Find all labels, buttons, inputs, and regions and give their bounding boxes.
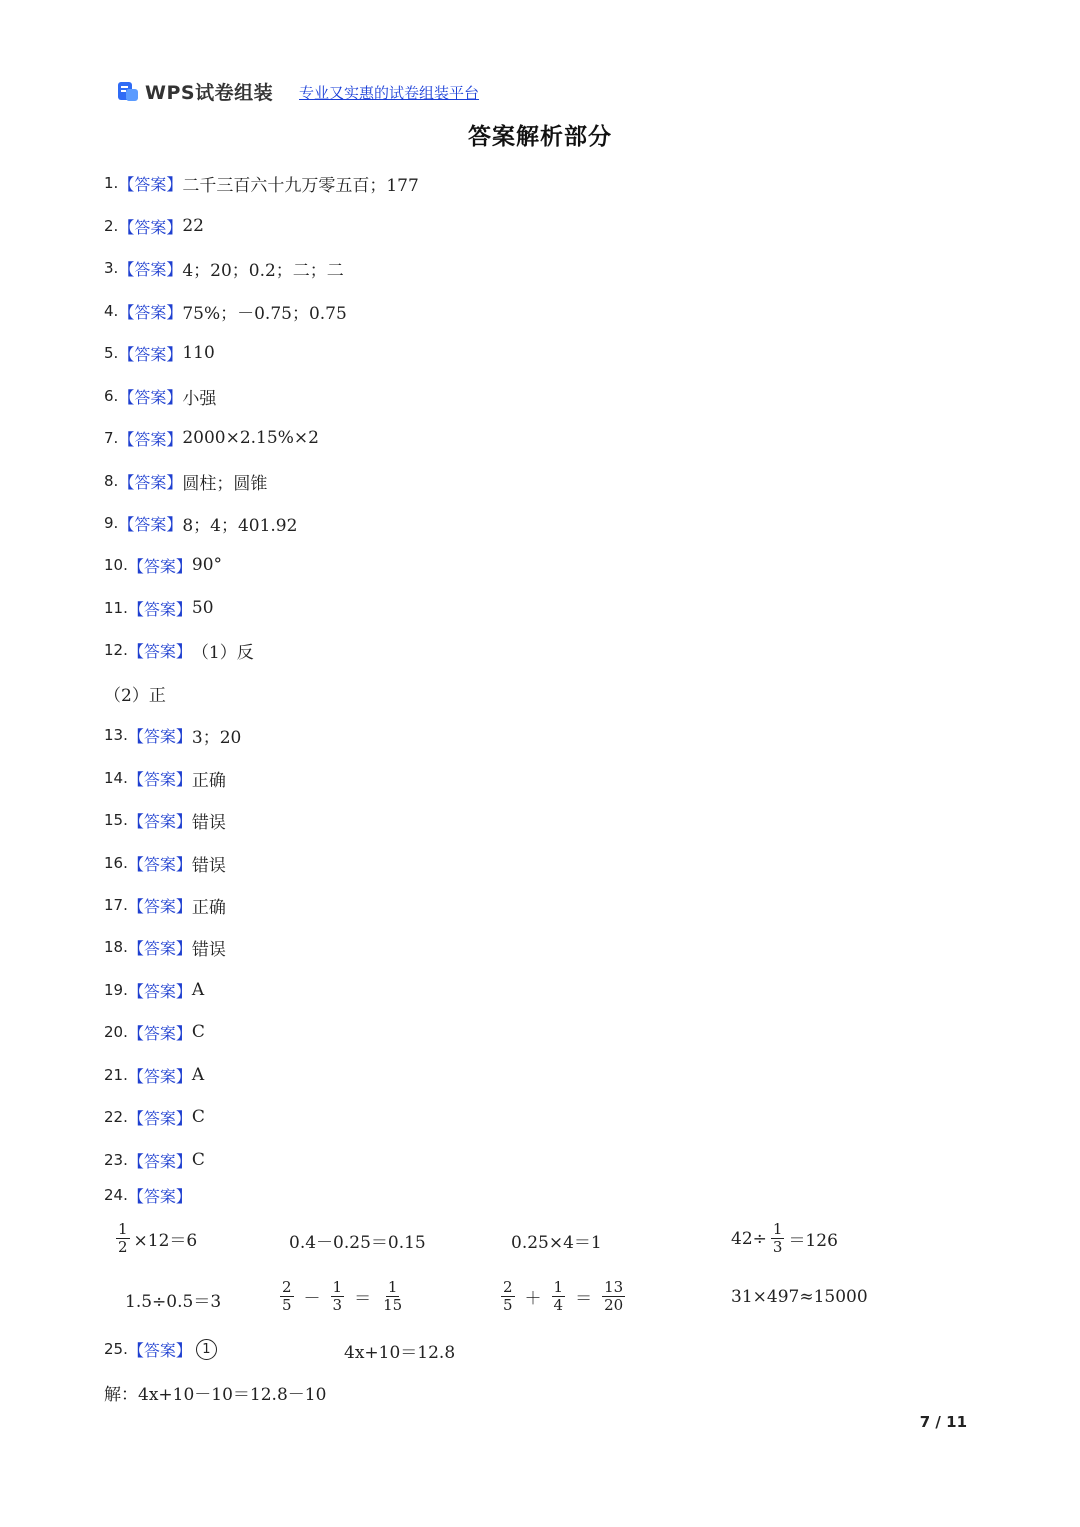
header: [117, 76, 273, 106]
answer-tag: 【答案】: [118, 259, 183, 279]
answer-text: 二千三百六十九万零五百；177: [182, 175, 419, 196]
calc-r1c3: 0.25×4＝1: [511, 1233, 602, 1253]
question-number: 11.: [104, 599, 128, 617]
answer-line: [104, 171, 419, 195]
answer-line: [104, 978, 204, 1002]
answer-line: [104, 384, 216, 408]
answer-line: [104, 723, 241, 747]
answer-line: [104, 596, 214, 620]
answer-text: （1）反: [191, 642, 254, 663]
question-number: 18.: [104, 938, 128, 956]
answer-tag: 【答案】: [127, 1340, 192, 1360]
answer-line: [104, 1063, 204, 1087]
question-number: 2.: [104, 217, 119, 235]
answer-line: [104, 1183, 192, 1207]
answer-text: 正确: [191, 897, 226, 918]
calc-r2c2: $\frac{2}{5}$ － $\frac{1}{3}$ ＝ $\frac{1}{15}$: [282, 1278, 403, 1314]
question-number: 19.: [104, 981, 128, 999]
page-number: 7 / 11: [919, 1413, 967, 1431]
fraction: $\frac{1}{2}$: [118, 1220, 128, 1256]
page-title: 答案解析部分: [468, 124, 612, 150]
answer-text: 圆柱；圆锥: [182, 473, 268, 494]
answer-tag: 【答案】: [127, 726, 192, 746]
answer-text: 50: [191, 598, 214, 618]
calc-r1c2: 0.4－0.25＝0.15: [289, 1233, 426, 1253]
answer-text: A: [191, 1065, 205, 1085]
question-number: 21.: [104, 1066, 128, 1084]
answer-tag: 【答案】: [118, 514, 183, 534]
answer-text: 22: [182, 216, 204, 236]
question-number: 6.: [104, 387, 119, 405]
answer-text: C: [191, 1150, 205, 1170]
answer-line: [104, 1020, 205, 1044]
answer-text: 8；4；401.92: [182, 515, 298, 536]
circled-number: 1: [196, 1339, 217, 1360]
question-number: 8.: [104, 472, 119, 490]
question-number: 3.: [104, 259, 119, 277]
answer-tag: 【答案】: [118, 217, 183, 237]
answer-text: C: [191, 1107, 205, 1127]
fraction: $\frac{2}{5}$: [282, 1278, 292, 1314]
fraction: $\frac{1}{15}$: [383, 1278, 403, 1314]
answer-text: 错误: [191, 939, 226, 960]
answer-tag: 【答案】: [127, 1186, 192, 1206]
answer-tag: 【答案】: [127, 556, 192, 576]
answer-text: 正确: [191, 770, 226, 791]
question-number: 1.: [104, 174, 119, 192]
fraction: $\frac{1}{3}$: [772, 1220, 783, 1256]
answer-tag: 【答案】: [118, 472, 183, 492]
answer-text: 4；20；0.2；二；二: [182, 260, 344, 281]
answer-line-25: [104, 1337, 217, 1361]
question-number: 23.: [104, 1151, 128, 1169]
question-number: 20.: [104, 1023, 128, 1041]
answer-text: C: [191, 1022, 205, 1042]
answer-line: [104, 766, 226, 790]
answer-tag: 【答案】: [127, 1151, 192, 1171]
question-number: 17.: [104, 896, 128, 914]
answer-tag: 【答案】: [118, 174, 183, 194]
answer-tag: 【答案】: [127, 981, 192, 1001]
fraction: $\frac{13}{20}$: [604, 1278, 624, 1314]
answer-line: [104, 426, 319, 450]
answer-line: [104, 1148, 205, 1172]
wps-logo-icon: [117, 80, 139, 102]
question-number: 9.: [104, 514, 119, 532]
answer-line: [104, 214, 204, 238]
answer-line: [104, 893, 226, 917]
logo-text: WPS试卷组装: [145, 81, 274, 104]
answer-tag: 【答案】: [127, 896, 192, 916]
calc-r1c1: $\frac{1}{2}$ ×12＝6: [118, 1220, 198, 1256]
answer-line: [104, 553, 222, 577]
question-number: 12.: [104, 641, 128, 659]
answer-text: 2000×2.15%×2: [182, 428, 319, 448]
question-number: 14.: [104, 769, 128, 787]
calc-r2c3: $\frac{2}{5}$ ＋ $\frac{1}{4}$ ＝ $\frac{13}{20}$: [503, 1278, 624, 1314]
question-number: 13.: [104, 726, 128, 744]
q25-solution: 解：4x+10－10＝12.8－10: [104, 1384, 327, 1405]
answer-line: [104, 851, 226, 875]
question-number: 10.: [104, 556, 128, 574]
answer-line: [104, 681, 166, 705]
answer-text: 3；20: [191, 727, 242, 748]
answer-line: [104, 935, 226, 959]
question-number: 5.: [104, 344, 119, 362]
calc-r1c4: 42÷ $\frac{1}{3}$ ＝126: [731, 1220, 838, 1256]
answer-tag: 【答案】: [127, 769, 192, 789]
answer-line: [104, 638, 254, 662]
answer-line: [104, 341, 215, 365]
answer-tag: 【答案】: [127, 1023, 192, 1043]
answer-tag: 【答案】: [118, 344, 183, 364]
fraction: $\frac{2}{5}$: [503, 1278, 513, 1314]
answer-text: 小强: [182, 388, 217, 409]
question-number: 22.: [104, 1108, 128, 1126]
answer-tag: 【答案】: [127, 599, 192, 619]
answer-line: [104, 511, 297, 535]
answer-text: 110: [182, 343, 215, 363]
answer-tag: 【答案】: [127, 1108, 192, 1128]
answer-line: [104, 469, 267, 493]
calc-r2c1: 1.5÷0.5＝3: [125, 1292, 222, 1312]
slogan-link[interactable]: 专业又实惠的试卷组装平台: [299, 84, 480, 102]
answer-line: [104, 256, 344, 280]
answer-text: （2）正: [104, 685, 166, 706]
answer-line: [104, 299, 347, 323]
question-number: 7.: [104, 429, 119, 447]
fraction: $\frac{1}{3}$: [332, 1278, 343, 1314]
answer-text: A: [191, 980, 205, 1000]
question-number: 4.: [104, 302, 119, 320]
answer-tag: 【答案】: [127, 938, 192, 958]
answer-tag: 【答案】: [118, 302, 183, 322]
q25-equation: 4x+10＝12.8: [344, 1343, 456, 1363]
answer-tag: 【答案】: [127, 641, 192, 661]
fraction: $\frac{1}{4}$: [553, 1278, 564, 1314]
question-number: 15.: [104, 811, 128, 829]
answer-text: 90°: [191, 555, 223, 575]
answer-tag: 【答案】: [127, 1066, 192, 1086]
answer-line: [104, 1105, 205, 1129]
calc-r2c4: 31×497≈15000: [731, 1287, 868, 1307]
answer-text: 75%；－0.75；0.75: [182, 303, 347, 324]
answer-tag: 【答案】: [127, 854, 192, 874]
answer-line: [104, 808, 226, 832]
question-number: 24.: [104, 1186, 128, 1204]
answer-tag: 【答案】: [118, 429, 183, 449]
answer-tag: 【答案】: [127, 811, 192, 831]
answer-text: 错误: [191, 812, 226, 833]
question-number: 25.: [104, 1340, 128, 1358]
question-number: 16.: [104, 854, 128, 872]
answer-text: 错误: [191, 855, 226, 876]
answer-tag: 【答案】: [118, 387, 183, 407]
